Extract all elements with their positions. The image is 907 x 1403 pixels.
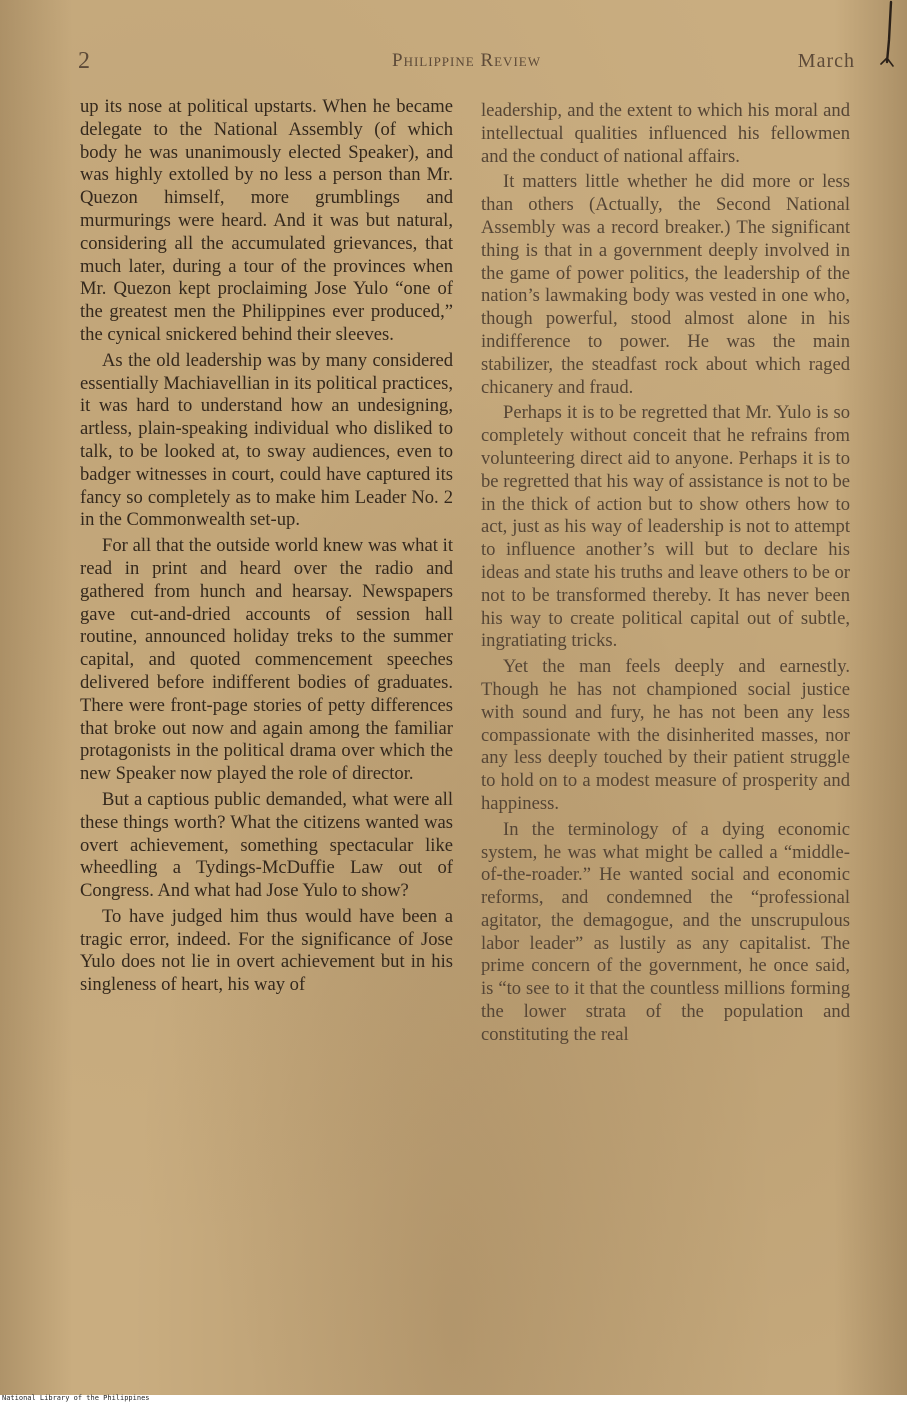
right-column	[481, 100, 850, 1050]
journal-title: Philippine Review	[392, 50, 541, 71]
right-paragraph-2: It matters little whether he did more or less than others (Actually, the Second National Assembly was a record breaker.) The significant thing is that in a government deeply involved in the game of power politics, the leadership of the nation’s lawmaking body was vested in one who, though powerful, stood almost alone in his indifference to power. He was the main stabilizer, the steadfast rock about which raged chicanery and fraud.	[481, 171, 850, 398]
left-paragraph-3: For all that the outside world knew was what it read in print and heard over the radio and gathered from hunch and hearsay. Newspapers gave cut-and-dried accounts of session hall routine, announced holiday treks to the summer capital, and quoted commencement speeches delivered before indifferent bodies of graduates. There were front-page stories of petty differences that broke out now and again among the familiar protagonists in the political drama over which the new Speaker now played the role of director.	[80, 535, 453, 785]
right-paragraph-4: Yet the man feels deeply and earnestly. Though he has not championed social justice with sound and fury, he has not been any less compassionate with the disinherited masses, nor any less deeply touched by their patient struggle to hold on to a modest measure of prosperity and happiness.	[481, 656, 850, 814]
left-paragraph-5: To have judged him thus would have been a tragic error, indeed. For the significance of Jose Yulo does not lie in overt achievement but in his singleness of heart, his way of	[80, 905, 453, 996]
right-paragraph-1: leadership, and the extent to which his moral and intellectual qualities influenced his fellowmen and the conduct of national affairs.	[481, 100, 850, 167]
right-paragraph-3: Perhaps it is to be regretted that Mr. Yulo is so completely without conceit that he refrains from volunteering direct aid to anyone. Perhaps it is to be regretted that his way of assistance is not to be in the thick of action but to show others how to act, just as his way of leadership is not to attempt to influence another’s will but to declare his ideas and state his truths and leave others to be or not to be transformed thereby. It has never been his way to create political capital out of subtle, ingratiating tricks.	[481, 402, 850, 652]
issue-month: March	[797, 50, 855, 72]
page-number: 2	[78, 48, 90, 74]
pencil-mark-icon	[879, 0, 899, 80]
right-paragraph-5: In the terminology of a dying economic system, he was what might be called a “middle-of-the-roader.” He wanted social and economic reforms, and condemned the “professional agitator, the demagogue, and the unscrupulous labor leader” as lustily as any capitalist. The prime concern of the government, he once said, is “to see to it that the countless millions forming the lower strata of the population and constituting the real	[481, 818, 850, 1045]
scan-credit: National Library of the Philippines	[2, 1394, 150, 1402]
running-head	[78, 48, 855, 78]
left-paragraph-1: up its nose at political upstarts. When he became delegate to the National Assembly (of which body he was unanimously elected Speaker), and was highly extolled by no less a person than Mr. Quezon himself, more grumblings and murmurings were heard. And it was but natural, considering all the accumulated grievances, that much later, during a tour of the provinces when Mr. Quezon kept proclaiming Jose Yulo “one of the greatest men the Philippines ever produced,” the cynical snickered behind their sleeves.	[80, 96, 453, 345]
left-paragraph-2: As the old leadership was by many considered essentially Machiavellian in its political practices, it was hard to understand how an undesigning, artless, plain-speaking individual who disliked to talk, to be looked at, to sway audiences, even to badger witnesses in court, could have captured its fancy so completely as to make him Leader No. 2 in the Commonwealth set-up.	[80, 349, 453, 531]
left-paragraph-4: But a captious public demanded, what were all these things worth? What the citizens wanted was overt achievement, something spectacular like wheedling a Tydings-McDuffie Law out of Congress. And what had Jose Yulo to show?	[80, 788, 453, 902]
left-column	[80, 96, 453, 1000]
